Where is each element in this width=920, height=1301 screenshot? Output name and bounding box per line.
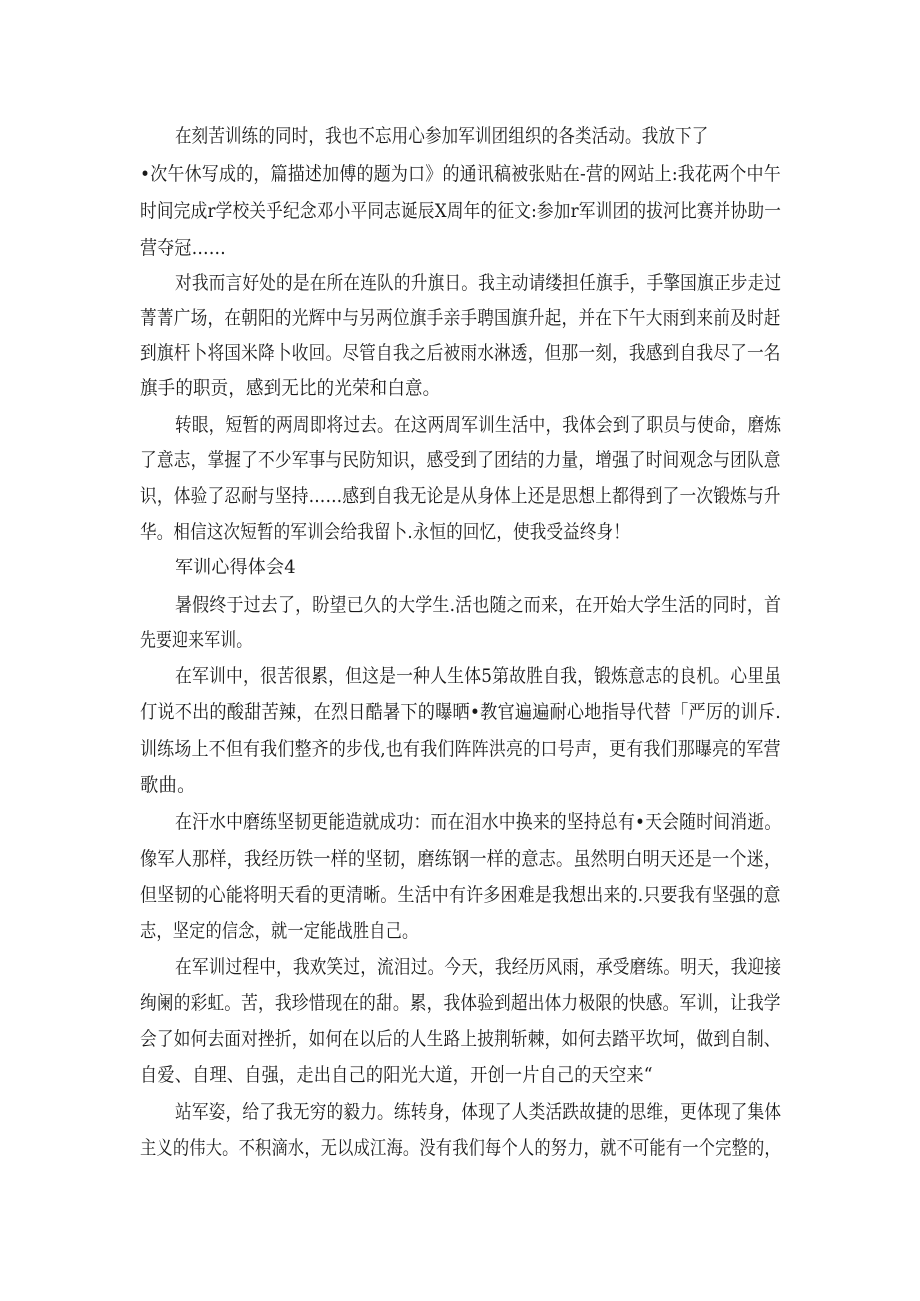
text-line: 营夺冠……	[140, 237, 227, 259]
text-line: 主义的伟大。不积滴水，无以成江海。没有我们每个人的努力，就不可能有一个完整的，	[140, 1137, 781, 1159]
text-line: 时间完成r学校关乎纪念邓小平同志诞辰X周年的征文:参加r军训团的拔河比赛并协助一	[140, 200, 782, 222]
text-line: 了意志，掌握了不少军事与民防知识，感受到了团结的力量，增强了时间观念与团队意	[140, 449, 781, 471]
text-line: 训练场上不但有我们整齐的步伐,也有我们阵阵洪亮的口号声，更有我们那曝亮的军营	[140, 738, 781, 760]
text-line: 在刻苦训练的同时，我也不忘用心参加军训团组织的各类活动。我放下了	[175, 125, 709, 147]
text-line: 菁菁广场，在朝阳的光辉中与另两位旗手亲手聘国旗升起，并在下午大雨到来前及时赶	[140, 307, 781, 329]
text-line: 在汗水中磨练坚韧更能造就成功：而在泪水中换来的坚持总有•天会随时间消逝。	[175, 811, 782, 833]
text-line: 识，体验了忍耐与坚持……感到自我无论是从身体上还是思想上都得到了一次锻炼与升	[140, 485, 781, 507]
section-heading: 军训心得体会4	[175, 557, 296, 578]
text-line: 仃说不出的酸甜苦辣，在烈日酷暑下的曝晒•教官遍遍耐心地指导代替「严厉的训斥.	[140, 701, 781, 723]
text-line: 自爱、自理、自强，走出自己的阳光大道，开创一片自己的天空来“	[140, 1064, 653, 1086]
text-line: 旗手的职贡，感到无比的光荣和白意。	[140, 377, 441, 399]
text-line: 会了如何去面对挫折，如何在以后的人生路上披荆斩棘，如何去踏平坎坷，做到自制、	[140, 1028, 781, 1050]
text-line: 到旗杆卜将国米降卜收回。尽管自我之后被雨水淋透，但那一刻，我感到自我尽了一名	[140, 342, 781, 364]
text-line: 绚阑的彩虹。苦，我珍惜现在的甜。累，我体验到超出体力极限的快感。军训，让我学	[140, 992, 781, 1014]
text-line: 在军训中，很苦很累，但这是一种人生体5第故胜自我，锻炼意志的良机。心里虽	[175, 665, 782, 687]
text-line: 转眼，短暂的两周即将过去。在这两周军训生活中，我体会到了职员与使命，磨炼	[175, 414, 782, 436]
text-line: •次午休写成的，篇描述加傅的题为口》的通讯稿被张贴在-营的网站上:我花两个中午	[140, 163, 781, 185]
text-line: 歌曲。	[140, 774, 196, 796]
text-line: 对我而言好处的是在所在连队的升旗日。我主动请缕担任旗手，手擎国旗正步走过	[175, 272, 782, 294]
text-line: 在军训过程中，我欢笑过，流泪过。今天，我经历风雨，承受磨练。明天，我迎接	[175, 956, 782, 978]
text-line: 像军人那样，我经历铁一样的坚韧，磨练钢一样的意志。虽然明白明天还是一个迷，	[140, 848, 782, 870]
text-line: 志，坚定的信念，就一定能战胜自己。	[140, 920, 419, 942]
text-line: 站军姿，给了我无穷的毅力。练转身，体现了人类活跌故捷的思维，更体现了集体	[175, 1101, 782, 1123]
text-line: 但坚韧的心能将明天看的更清晰。生活中有许多困难是我想出来的.只要我有坚强的意	[140, 884, 781, 906]
text-line: 华。相信这次短暂的军训会给我留卜.永恒的回忆，使我受益终身！	[140, 521, 631, 543]
text-line: 先要迎来军训。	[140, 629, 253, 651]
text-line: 暑假终于过去了，盼望已久的大学生.活也随之而来，在开始大学生活的同时，首	[175, 594, 782, 616]
